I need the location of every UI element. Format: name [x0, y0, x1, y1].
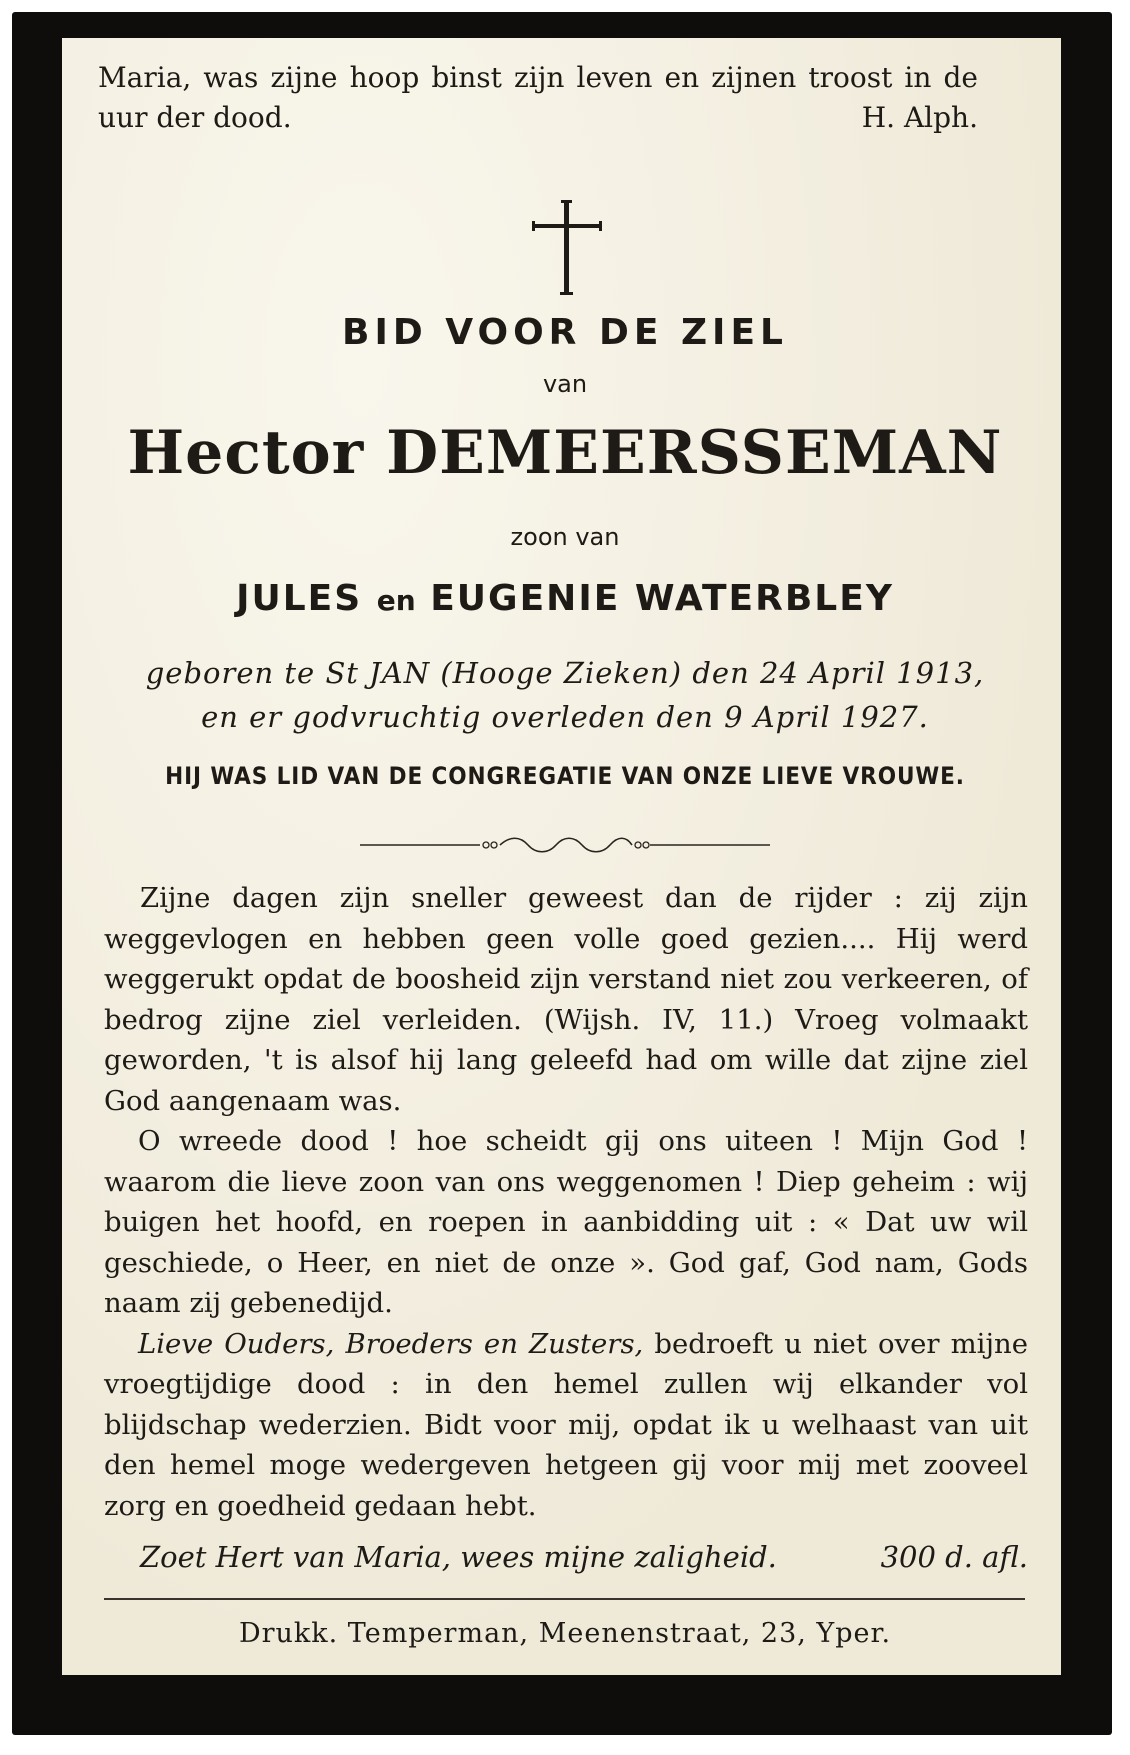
- paragraph-farewell: [104, 1324, 1028, 1527]
- prayer-text: Zoet Hert van Maria, wees mijne zaligheid.: [140, 1540, 777, 1574]
- cross-icon: [531, 200, 603, 296]
- epigraph: [98, 58, 978, 138]
- paragraph-lament: O wreede dood ! hoe scheidt gij ons uiteen ! Mijn God ! waarom die lieve zoon van ons weggenomen ! Diep geheim : wij buigen het hoofd, en roepen in aanbidding uit : « Dat uw wil geschiede, o Heer, en niet de onze ». God gaf, God nam, Gods naam zij gebenedijd.: [104, 1125, 1028, 1319]
- epigraph-author: H. Alph.: [861, 101, 978, 134]
- congregation-line: HIJ WAS LID VAN DE CONGREGATIE VAN ONZE LIEVE VROUWE.: [165, 762, 965, 790]
- prayer-heading: BID VOOR DE ZIEL: [342, 312, 788, 353]
- deceased-name: Hector DEMEERSSEMAN: [127, 418, 1003, 488]
- van-label: van: [542, 370, 588, 398]
- farewell-address: Lieve Ouders, Broeders en Zusters,: [138, 1327, 644, 1360]
- mother-name: EUGENIE WATERBLEY: [430, 578, 894, 619]
- printer-imprint: Drukk. Temperman, Meenenstraat, 23, Yper.: [238, 1618, 892, 1649]
- zoon-van-label: zoon van: [510, 523, 620, 551]
- parents-names: [0, 578, 1130, 619]
- indulgence-text: 300 d. afl.: [880, 1540, 1028, 1574]
- father-name: JULES: [236, 578, 363, 619]
- epigraph-text: Maria, was zijne hoop binst zijn leven en zijnen troost in de uur der dood.: [98, 61, 978, 134]
- farewell-text: bedroeft u niet over mijne vroegtijdige dood : in den hemel zullen wij elkander vol blijdschap wederzien. Bidt voor mij, opdat ik u welhaast van uit den hemel moge wedergeven hetgeen gij voor mij met zooveel zorg en goedheid gedaan hebt.: [104, 1327, 1028, 1522]
- memorial-text: [104, 878, 1028, 1526]
- birth-line: geboren te St JAN (Hooge Zieken) den 24 April 1913,: [145, 656, 985, 690]
- death-line: en er godvruchtig overleden den 9 April 1927.: [201, 700, 929, 734]
- and-label: en: [376, 584, 416, 617]
- ornament-divider: [360, 832, 770, 856]
- divider-line: [104, 1598, 1025, 1600]
- closing-prayer: [140, 1540, 1028, 1574]
- paragraph-wisdom: Zijne dagen zijn sneller geweest dan de rijder : zij zijn weggevlogen en hebben geen volle goed gezien.... Hij werd weggerukt opdat de boosheid zijn verstand niet zou verkeeren, of bedrog zijne ziel verleiden. (Wijsh. IV, 11.) Vroeg volmaakt geworden, 't is alsof hij lang geleefd had om wille dat zijne ziel God aangenaam was.: [104, 882, 1028, 1117]
